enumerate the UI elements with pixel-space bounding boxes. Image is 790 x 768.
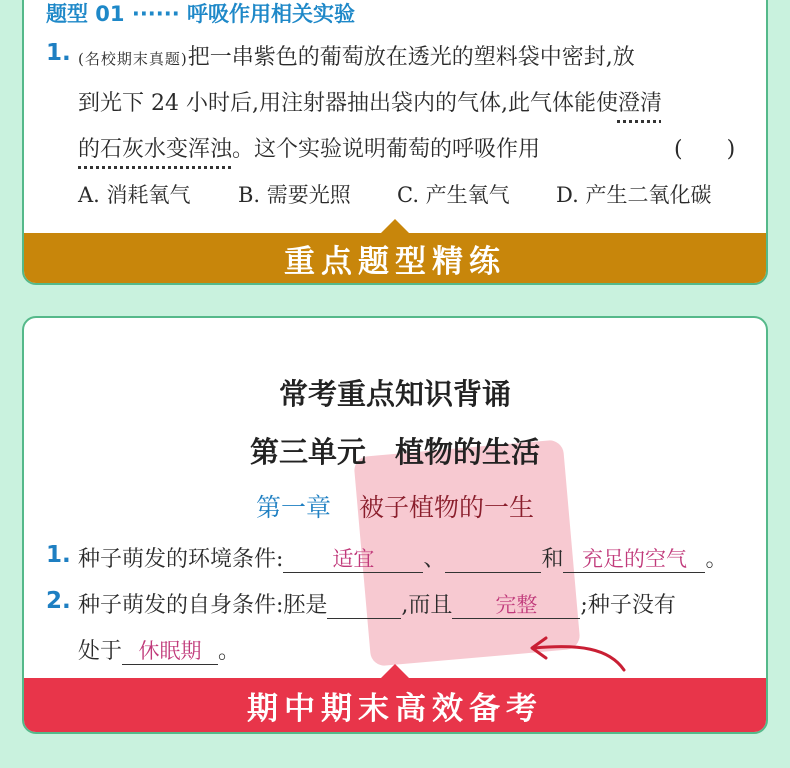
item-text: 种子萌发的自身条件:胚是 — [78, 593, 328, 618]
separator: 、 — [423, 547, 446, 572]
item-end: 。 — [705, 547, 728, 572]
question-line-2 — [78, 86, 662, 117]
chapter-label: 第一章 — [255, 493, 331, 522]
unit-title: 第三单元 植物的生活 — [249, 435, 540, 469]
emphasis-text-2: 的石灰水变浑浊 — [78, 137, 233, 162]
item-line-2b — [78, 634, 240, 665]
emphasis-text-1: 澄清 — [617, 91, 662, 116]
section-title: 题型 01 ······ 呼吸作用相关实验 — [46, 2, 356, 26]
curved-arrow-icon — [524, 628, 634, 678]
option-a: A. 消耗氧气 — [78, 183, 191, 207]
answer-blank — [445, 572, 541, 573]
item-number-1: 1. — [46, 542, 71, 568]
item-end: 。 — [218, 639, 241, 664]
question-number: 1. — [46, 40, 71, 66]
answer-blank: 完整 — [452, 592, 580, 619]
question-text-1: 把一串紫色的葡萄放在透光的塑料袋中密封,放 — [187, 45, 635, 70]
answer-blank: 充足的空气 — [563, 546, 705, 573]
page-title: 常考重点知识背诵 — [278, 377, 511, 411]
question-source: (名校期末真题) — [78, 50, 188, 68]
answer-blank — [327, 618, 401, 619]
banner-exam-label: 期中期末高效备考 — [247, 690, 543, 727]
item-number-2: 2. — [46, 588, 71, 614]
option-b: B. 需要光照 — [238, 183, 351, 207]
answer-parentheses: ( ) — [674, 137, 736, 162]
item-text: 处于 — [78, 639, 123, 664]
chapter-name: 被子植物的一生 — [359, 493, 535, 522]
item-text: 和 — [541, 547, 564, 572]
banner-practice-label: 重点题型精练 — [284, 243, 506, 280]
option-c: C. 产生氧气 — [397, 183, 510, 207]
practice-card — [22, 0, 768, 285]
banner-practice — [24, 233, 766, 283]
option-d: D. 产生二氧化碳 — [556, 183, 712, 207]
question-line-1 — [78, 40, 635, 71]
item-text: ;种子没有 — [580, 593, 676, 618]
answer-blank: 休眠期 — [122, 638, 218, 665]
item-line-1 — [78, 542, 727, 573]
banner-notch — [381, 664, 409, 678]
banner-notch — [381, 219, 409, 233]
question-line-3 — [78, 132, 540, 163]
item-text: 种子萌发的环境条件: — [78, 547, 284, 572]
item-line-2 — [78, 588, 676, 619]
question-text-3: 。这个实验说明葡萄的呼吸作用 — [232, 137, 541, 162]
item-text: ,而且 — [401, 593, 453, 618]
recitation-card — [22, 316, 768, 734]
answer-blank: 适宜 — [283, 546, 423, 573]
banner-exam — [24, 678, 766, 732]
question-text-2: 到光下 24 小时后,用注射器抽出袋内的气体,此气体能使 — [78, 91, 618, 116]
chapter-title — [24, 488, 766, 524]
